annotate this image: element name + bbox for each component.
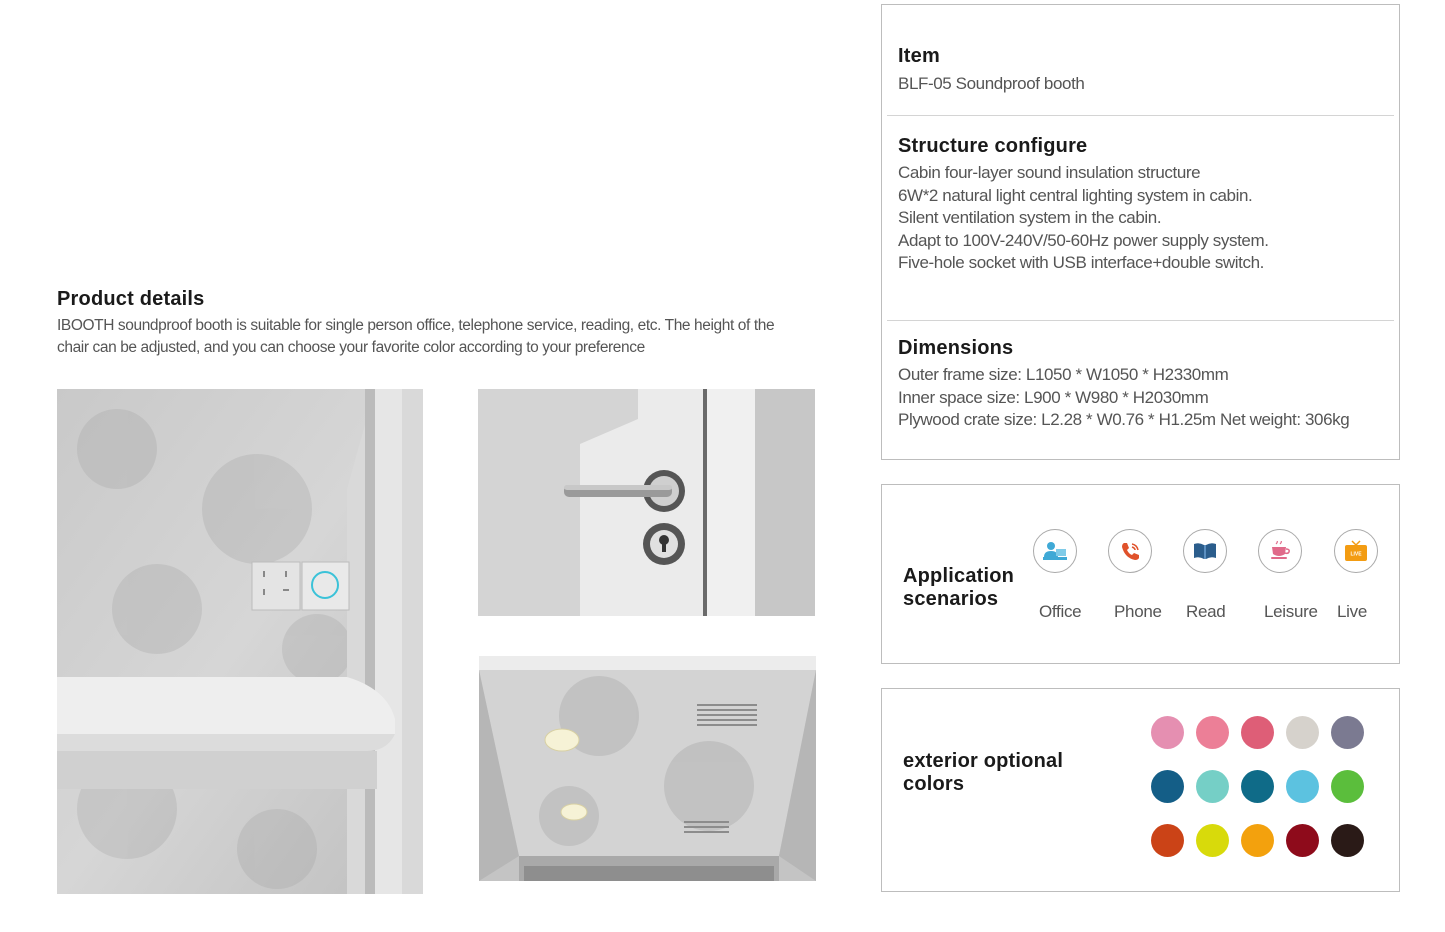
title-line: scenarios xyxy=(903,588,999,610)
wall-socket-image xyxy=(57,389,423,894)
live-label: Live xyxy=(1337,602,1367,621)
structure-line: Cabin four-layer sound insulation structure xyxy=(898,163,1201,182)
book-icon[interactable] xyxy=(1183,529,1227,573)
dimensions-line: Plywood crate size: L2.28 * W0.76 * H1.25m Net weight: 306kg xyxy=(898,410,1350,429)
color-swatch[interactable] xyxy=(1151,770,1184,803)
color-swatch[interactable] xyxy=(1241,716,1274,749)
phone-icon[interactable] xyxy=(1108,529,1152,573)
structure-line: Adapt to 100V-240V/50-60Hz power supply system. xyxy=(898,230,1269,250)
structure-line: 6W*2 natural light central lighting system in cabin. xyxy=(898,185,1253,205)
read-label: Read xyxy=(1186,602,1226,621)
application-scenarios-title xyxy=(903,565,1014,611)
structure-line: Five-hole socket with USB interface+double switch. xyxy=(898,253,1264,272)
title-line: Application xyxy=(903,565,1015,587)
ceiling-lights-image xyxy=(479,656,816,881)
color-swatch[interactable] xyxy=(1331,770,1364,803)
product-details-title: Product details xyxy=(57,288,205,310)
title-line: exterior optional xyxy=(903,750,1064,772)
color-swatch[interactable] xyxy=(1331,824,1364,857)
live-tv-icon[interactable] xyxy=(1334,529,1378,573)
divider xyxy=(887,115,1394,116)
office-icon[interactable] xyxy=(1033,529,1077,573)
divider xyxy=(887,320,1394,321)
title-line: colors xyxy=(903,773,965,795)
structure-list xyxy=(898,162,1269,275)
item-value: BLF-05 Soundproof booth xyxy=(898,74,1085,93)
dimensions-line: Inner space size: L900 * W980 * H2030mm xyxy=(898,387,1209,407)
color-swatch[interactable] xyxy=(1331,716,1364,749)
office-label: Office xyxy=(1039,602,1082,621)
product-details-description: IBOOTH soundproof booth is suitable for single person office, telephone service, reading, etc. The height of the chair can be adjusted, and you can choose your favorite color according to your preference xyxy=(57,317,775,356)
application-scenarios-panel xyxy=(881,484,1400,664)
exterior-colors-panel xyxy=(881,688,1400,892)
color-swatch[interactable] xyxy=(1196,770,1229,803)
phone-label: Phone xyxy=(1114,602,1162,621)
color-swatch[interactable] xyxy=(1151,824,1184,857)
color-swatch[interactable] xyxy=(1196,716,1229,749)
leisure-label: Leisure xyxy=(1264,602,1318,621)
door-handle-image xyxy=(478,389,815,616)
dimensions-list xyxy=(898,364,1349,432)
exterior-colors-title xyxy=(903,750,1063,796)
color-swatch[interactable] xyxy=(1241,824,1274,857)
structure-title: Structure configure xyxy=(898,135,1088,157)
color-swatch[interactable] xyxy=(1151,716,1184,749)
color-swatch[interactable] xyxy=(1286,770,1319,803)
color-swatch[interactable] xyxy=(1286,824,1319,857)
structure-line: Silent ventilation system in the cabin. xyxy=(898,208,1162,227)
color-swatch[interactable] xyxy=(1196,824,1229,857)
specifications-panel xyxy=(881,4,1400,460)
dimensions-title: Dimensions xyxy=(898,337,1014,359)
color-swatch[interactable] xyxy=(1286,716,1319,749)
live-badge-text: LIVE xyxy=(1350,551,1362,558)
dimensions-line: Outer frame size: L1050 * W1050 * H2330mm xyxy=(898,365,1229,384)
color-swatch[interactable] xyxy=(1241,770,1274,803)
cup-icon[interactable] xyxy=(1258,529,1302,573)
item-title: Item xyxy=(898,45,940,67)
